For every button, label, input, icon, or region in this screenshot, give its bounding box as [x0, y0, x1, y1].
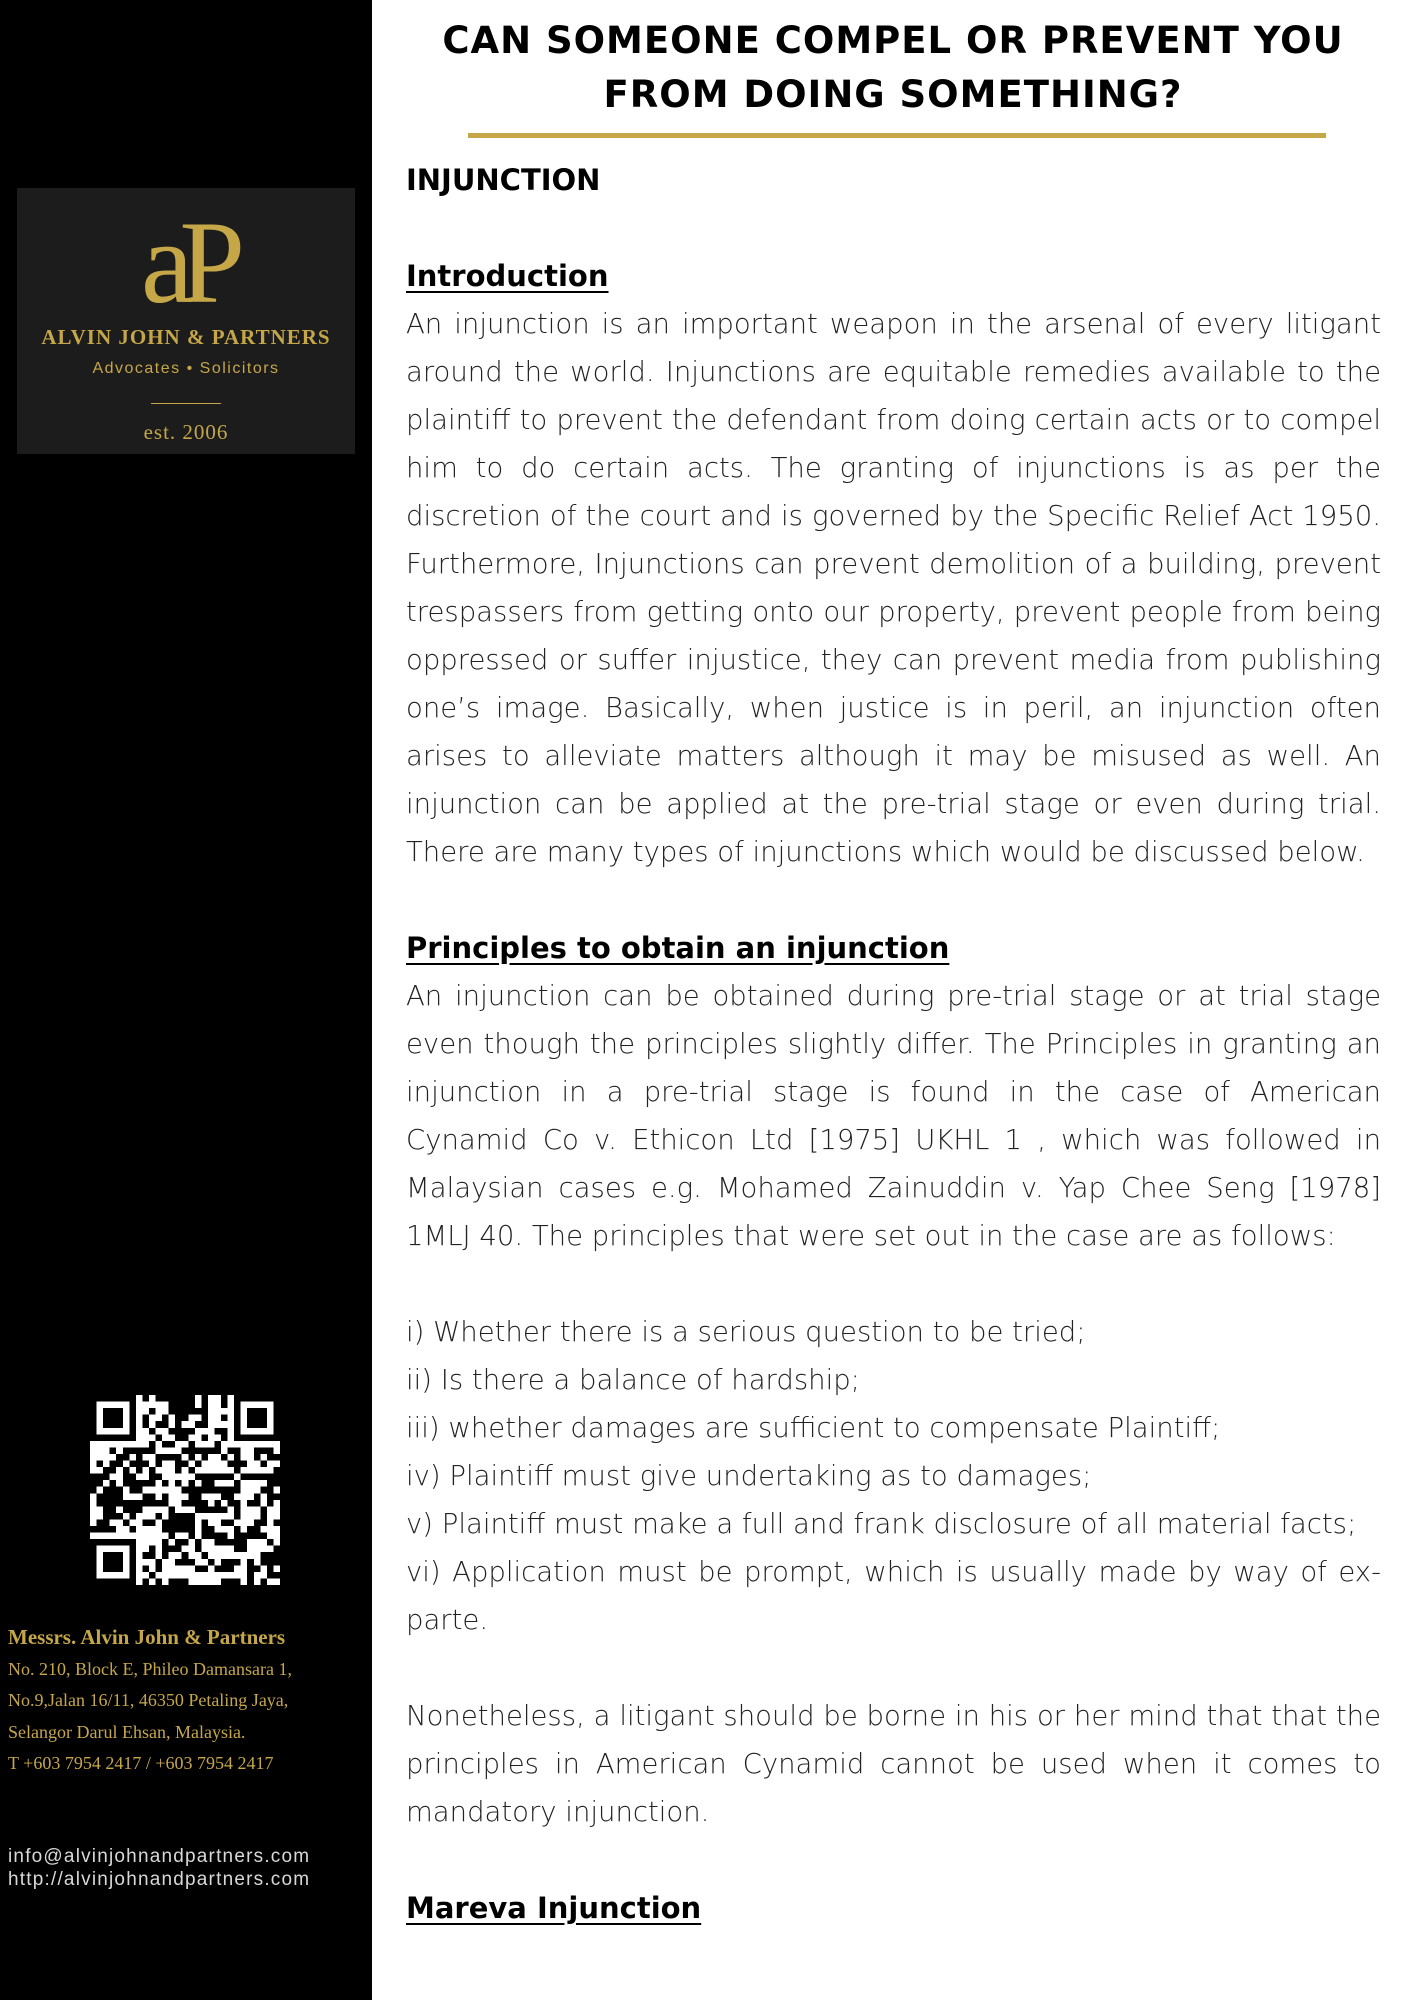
website-link[interactable]: http://alvinjohnandpartners.com: [8, 1869, 311, 1890]
logo-monogram: aP: [141, 197, 231, 328]
address-line: No. 210, Block E, Phileo Damansara 1,: [8, 1658, 292, 1679]
intro-heading: Introduction: [406, 259, 609, 293]
list-item: v) Plaintiff must make a full and frank disclosure of all material facts;: [406, 1508, 1357, 1540]
title-divider: [468, 133, 1326, 138]
address-line: Selangor Darul Ehsan, Malaysia.: [8, 1721, 246, 1742]
list-item: vi) Application must be prompt, which is usually made by way of ex-parte.: [406, 1556, 1381, 1636]
list-item: iii) whether damages are sufficient to compensate Plaintiff;: [406, 1412, 1221, 1444]
logo-firm-name: ALVIN JOHN & PARTNERS: [41, 325, 331, 349]
logo-subtitle: Advocates • Solicitors: [92, 360, 280, 377]
principles-heading: Principles to obtain an injunction: [406, 931, 950, 965]
firm-address: [8, 1622, 368, 1780]
nonetheless-paragraph: Nonetheless, a litigant should be borne in his or her mind that that the principles in American Cynamid cannot be used when it comes to mandatory injunction.: [406, 1700, 1381, 1828]
logo-est: est. 2006: [143, 420, 229, 444]
email-link[interactable]: info@alvinjohnandpartners.com: [8, 1846, 311, 1867]
qr-code-icon[interactable]: [90, 1395, 280, 1585]
list-item: iv) Plaintiff must give undertaking as to damages;: [406, 1460, 1092, 1492]
address-line: No.9,Jalan 16/11, 46350 Petaling Jaya,: [8, 1690, 289, 1710]
logo-divider: [151, 403, 221, 404]
principles-list: [406, 1308, 1381, 1644]
phone-line: T +603 7954 2417 / +603 7954 2417: [8, 1753, 274, 1773]
firm-logo: [17, 188, 355, 454]
address-firm-name: Messrs. Alvin John & Partners: [8, 1625, 286, 1649]
page-title: CAN SOMEONE COMPEL OR PREVENT YOU FROM DOING SOMETHING?: [442, 19, 1344, 116]
mareva-heading: Mareva Injunction: [406, 1891, 702, 1925]
intro-paragraph: An injunction is an important weapon in the arsenal of every litigant around the world. Injunctions are equitable remedies available to the plaintiff to prevent the defendant from doing certain acts or to compel him to do certain acts. The granting of injunctions is as per the discretion of the court and is governed by the Specific Relief Act 1950. Furthermore, Injunctions can prevent demolition of a building, prevent trespassers from getting onto our property, prevent people from being oppressed or suffer injustice, they can prevent media from publishing one’s image. Basically, when justice is in peril, an injunction often arises to alleviate matters although it may be misused as well. An injunction can be applied at the pre-trial stage or even during trial. There are many types of injunctions which would be discussed below.: [406, 308, 1381, 868]
section-heading: INJUNCTION: [406, 163, 601, 197]
contact-block: [8, 1845, 368, 1891]
list-item: ii) Is there a balance of hardship;: [406, 1364, 860, 1396]
list-item: i) Whether there is a serious question to be tried;: [406, 1316, 1086, 1348]
sidebar: [0, 0, 372, 2000]
principles-paragraph: An injunction can be obtained during pre-trial stage or at trial stage even though the principles slightly differ. The Principles in granting an injunction in a pre-trial stage is found in the case of American Cynamid Co v. Ethicon Ltd [1975] UKHL 1 , which was followed in Malaysian cases e.g. Mohamed Zainuddin v. Yap Chee Seng [1978] 1MLJ 40. The principles that were set out in the case are as follows:: [406, 980, 1381, 1252]
article-body: [406, 156, 1381, 1932]
